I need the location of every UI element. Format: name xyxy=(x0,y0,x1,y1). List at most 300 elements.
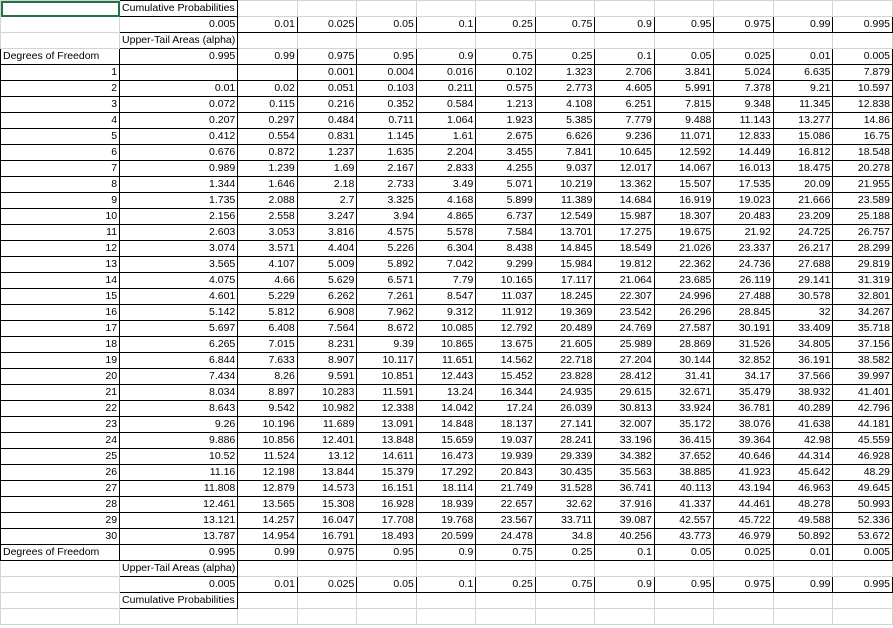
empty-cell[interactable] xyxy=(238,593,298,609)
chi-square-cell[interactable]: 50.892 xyxy=(773,529,833,545)
upper-tail-label-bottom[interactable]: Upper-Tail Areas (alpha) xyxy=(120,561,238,577)
chi-square-cell[interactable]: 35.479 xyxy=(714,385,774,401)
chi-square-cell[interactable]: 0.103 xyxy=(357,81,417,97)
dof-cell[interactable]: 24 xyxy=(1,433,120,449)
chi-square-cell[interactable]: 9.542 xyxy=(238,401,298,417)
chi-square-cell[interactable]: 43.194 xyxy=(714,481,774,497)
chi-square-cell[interactable]: 35.718 xyxy=(833,321,893,337)
chi-square-cell[interactable]: 7.042 xyxy=(416,257,476,273)
chi-square-cell[interactable]: 45.642 xyxy=(773,465,833,481)
chi-square-cell[interactable]: 12.443 xyxy=(416,369,476,385)
chi-square-cell[interactable]: 5.142 xyxy=(120,305,238,321)
chi-square-cell[interactable]: 8.897 xyxy=(238,385,298,401)
upper-tail-cell[interactable]: 0.01 xyxy=(773,545,833,561)
dof-cell[interactable]: 28 xyxy=(1,497,120,513)
chi-square-cell[interactable]: 44.461 xyxy=(714,497,774,513)
upper-tail-cell[interactable]: 0.25 xyxy=(535,545,595,561)
chi-square-cell[interactable]: 11.808 xyxy=(120,481,238,497)
chi-square-cell[interactable]: 2.558 xyxy=(238,209,298,225)
chi-square-cell[interactable]: 34.382 xyxy=(595,449,655,465)
chi-square-cell[interactable]: 13.701 xyxy=(535,225,595,241)
chi-square-cell[interactable]: 23.685 xyxy=(654,273,714,289)
chi-square-cell[interactable]: 18.137 xyxy=(476,417,536,433)
cumulative-prob-cell[interactable]: 0.9 xyxy=(595,577,655,593)
chi-square-cell[interactable]: 21.064 xyxy=(595,273,655,289)
chi-square-cell[interactable]: 19.037 xyxy=(476,433,536,449)
dof-cell[interactable]: 27 xyxy=(1,481,120,497)
empty-cell[interactable] xyxy=(357,1,417,17)
chi-square-cell[interactable]: 46.928 xyxy=(833,449,893,465)
chi-square-cell[interactable]: 45.722 xyxy=(714,513,774,529)
chi-square-cell[interactable]: 1.237 xyxy=(297,145,357,161)
dof-cell[interactable]: 9 xyxy=(1,193,120,209)
empty-cell[interactable] xyxy=(1,609,120,625)
cumulative-prob-cell[interactable]: 0.975 xyxy=(714,577,774,593)
chi-square-cell[interactable]: 14.848 xyxy=(416,417,476,433)
chi-square-cell[interactable]: 9.21 xyxy=(773,81,833,97)
chi-square-cell[interactable]: 4.605 xyxy=(595,81,655,97)
chi-square-cell[interactable]: 30.435 xyxy=(535,465,595,481)
chi-square-cell[interactable]: 15.379 xyxy=(357,465,417,481)
chi-square-cell[interactable]: 6.737 xyxy=(476,209,536,225)
dof-cell[interactable]: 19 xyxy=(1,353,120,369)
chi-square-cell[interactable]: 5.812 xyxy=(238,305,298,321)
chi-square-cell[interactable]: 11.16 xyxy=(120,465,238,481)
chi-square-cell[interactable]: 46.963 xyxy=(773,481,833,497)
chi-square-cell[interactable]: 10.219 xyxy=(535,177,595,193)
chi-square-cell[interactable]: 9.591 xyxy=(297,369,357,385)
chi-square-cell[interactable]: 24.769 xyxy=(595,321,655,337)
chi-square-cell[interactable]: 16.013 xyxy=(714,161,774,177)
chi-square-cell[interactable]: 1.064 xyxy=(416,113,476,129)
chi-square-cell[interactable]: 38.932 xyxy=(773,385,833,401)
chi-square-cell[interactable]: 20.483 xyxy=(714,209,774,225)
chi-square-cell[interactable]: 0.016 xyxy=(416,65,476,81)
cumulative-prob-cell[interactable]: 0.995 xyxy=(833,577,893,593)
chi-square-cell[interactable]: 22.362 xyxy=(654,257,714,273)
chi-square-cell[interactable]: 15.987 xyxy=(595,209,655,225)
empty-cell[interactable] xyxy=(297,609,357,625)
chi-square-cell[interactable]: 2.088 xyxy=(238,193,298,209)
chi-square-cell[interactable]: 19.939 xyxy=(476,449,536,465)
chi-square-cell[interactable]: 11.389 xyxy=(535,193,595,209)
chi-square-cell[interactable]: 48.278 xyxy=(773,497,833,513)
chi-square-cell[interactable]: 2.204 xyxy=(416,145,476,161)
dof-cell[interactable]: 14 xyxy=(1,273,120,289)
chi-square-cell[interactable]: 27.488 xyxy=(714,289,774,305)
empty-cell[interactable] xyxy=(535,593,595,609)
chi-square-cell[interactable]: 12.838 xyxy=(833,97,893,113)
chi-square-cell[interactable]: 0.01 xyxy=(120,81,238,97)
empty-cell[interactable] xyxy=(833,1,893,17)
chi-square-cell[interactable]: 9.312 xyxy=(416,305,476,321)
cumulative-prob-cell[interactable]: 0.05 xyxy=(357,17,417,33)
chi-square-cell[interactable]: 10.283 xyxy=(297,385,357,401)
chi-square-cell[interactable]: 13.091 xyxy=(357,417,417,433)
chi-square-cell[interactable]: 2.773 xyxy=(535,81,595,97)
upper-tail-cell[interactable]: 0.99 xyxy=(238,49,298,65)
empty-cell[interactable] xyxy=(654,1,714,17)
chi-square-cell[interactable]: 14.449 xyxy=(714,145,774,161)
chi-square-cell[interactable]: 1.69 xyxy=(297,161,357,177)
empty-cell[interactable] xyxy=(1,593,120,609)
dof-cell[interactable]: 25 xyxy=(1,449,120,465)
chi-square-cell[interactable]: 18.114 xyxy=(416,481,476,497)
chi-square-cell[interactable]: 6.262 xyxy=(297,289,357,305)
chi-square-cell[interactable]: 4.601 xyxy=(120,289,238,305)
dof-cell[interactable]: 18 xyxy=(1,337,120,353)
chi-square-cell[interactable]: 32.671 xyxy=(654,385,714,401)
chi-square-cell[interactable]: 10.52 xyxy=(120,449,238,465)
chi-square-cell[interactable]: 34.17 xyxy=(714,369,774,385)
chi-square-cell[interactable]: 12.792 xyxy=(476,321,536,337)
chi-square-cell[interactable]: 28.241 xyxy=(535,433,595,449)
chi-square-cell[interactable]: 0.297 xyxy=(238,113,298,129)
chi-square-cell[interactable]: 36.741 xyxy=(595,481,655,497)
chi-square-cell[interactable]: 10.645 xyxy=(595,145,655,161)
empty-cell[interactable] xyxy=(1,33,120,49)
chi-square-cell[interactable]: 42.98 xyxy=(773,433,833,449)
chi-square-cell[interactable]: 29.141 xyxy=(773,273,833,289)
chi-square-cell[interactable]: 1.213 xyxy=(476,97,536,113)
chi-square-cell[interactable]: 9.037 xyxy=(535,161,595,177)
chi-square-cell[interactable]: 8.547 xyxy=(416,289,476,305)
chi-square-cell[interactable]: 26.757 xyxy=(833,225,893,241)
chi-square-cell[interactable]: 28.845 xyxy=(714,305,774,321)
chi-square-cell[interactable]: 12.549 xyxy=(535,209,595,225)
chi-square-cell[interactable]: 12.401 xyxy=(297,433,357,449)
upper-tail-label[interactable]: Upper-Tail Areas (alpha) xyxy=(120,33,238,49)
empty-cell[interactable] xyxy=(238,561,298,577)
upper-tail-cell[interactable]: 0.99 xyxy=(238,545,298,561)
upper-tail-cell[interactable]: 0.025 xyxy=(714,545,774,561)
empty-cell[interactable] xyxy=(535,33,595,49)
chi-square-cell[interactable]: 3.247 xyxy=(297,209,357,225)
chi-square-cell[interactable]: 14.562 xyxy=(476,353,536,369)
chi-square-cell[interactable]: 0.584 xyxy=(416,97,476,113)
chi-square-cell[interactable]: 21.605 xyxy=(535,337,595,353)
empty-cell[interactable] xyxy=(416,609,476,625)
chi-square-cell[interactable]: 17.275 xyxy=(595,225,655,241)
chi-square-cell[interactable]: 19.812 xyxy=(595,257,655,273)
upper-tail-cell[interactable]: 0.75 xyxy=(476,49,536,65)
chi-square-cell[interactable]: 7.79 xyxy=(416,273,476,289)
empty-cell[interactable] xyxy=(714,561,774,577)
cumulative-prob-cell[interactable]: 0.005 xyxy=(120,577,238,593)
chi-square-cell[interactable]: 2.18 xyxy=(297,177,357,193)
chi-square-cell[interactable]: 33.711 xyxy=(535,513,595,529)
chi-square-cell[interactable]: 35.172 xyxy=(654,417,714,433)
chi-square-cell[interactable]: 13.844 xyxy=(297,465,357,481)
empty-cell[interactable] xyxy=(357,33,417,49)
chi-square-cell[interactable]: 52.336 xyxy=(833,513,893,529)
chi-square-cell[interactable]: 39.087 xyxy=(595,513,655,529)
chi-square-cell[interactable]: 29.819 xyxy=(833,257,893,273)
chi-square-cell[interactable]: 18.245 xyxy=(535,289,595,305)
empty-cell[interactable] xyxy=(833,33,893,49)
cumulative-prob-cell[interactable]: 0.025 xyxy=(297,17,357,33)
empty-cell[interactable] xyxy=(595,33,655,49)
cumulative-prob-cell[interactable]: 0.1 xyxy=(416,577,476,593)
chi-square-cell[interactable]: 19.675 xyxy=(654,225,714,241)
empty-cell[interactable] xyxy=(773,561,833,577)
empty-cell[interactable] xyxy=(654,561,714,577)
upper-tail-cell[interactable]: 0.025 xyxy=(714,49,774,65)
chi-square-cell[interactable]: 34.805 xyxy=(773,337,833,353)
chi-square-cell[interactable]: 9.236 xyxy=(595,129,655,145)
dof-cell[interactable]: 21 xyxy=(1,385,120,401)
empty-cell[interactable] xyxy=(773,33,833,49)
chi-square-cell[interactable]: 23.542 xyxy=(595,305,655,321)
chi-square-cell[interactable]: 18.475 xyxy=(773,161,833,177)
chi-square-cell[interactable]: 5.991 xyxy=(654,81,714,97)
chi-square-cell[interactable]: 28.869 xyxy=(654,337,714,353)
chi-square-cell[interactable]: 42.557 xyxy=(654,513,714,529)
chi-square-cell[interactable]: 33.409 xyxy=(773,321,833,337)
chi-square-cell[interactable]: 12.017 xyxy=(595,161,655,177)
chi-square-cell[interactable]: 41.401 xyxy=(833,385,893,401)
chi-square-cell[interactable]: 5.385 xyxy=(535,113,595,129)
chi-square-cell[interactable]: 31.319 xyxy=(833,273,893,289)
chi-square-cell[interactable]: 16.151 xyxy=(357,481,417,497)
empty-cell[interactable] xyxy=(297,561,357,577)
chi-square-cell[interactable]: 6.635 xyxy=(773,65,833,81)
dof-cell[interactable]: 10 xyxy=(1,209,120,225)
empty-cell[interactable] xyxy=(1,17,120,33)
empty-cell[interactable] xyxy=(476,1,536,17)
dof-label[interactable]: Degrees of Freedom xyxy=(1,49,120,65)
chi-square-cell[interactable]: 25.188 xyxy=(833,209,893,225)
chi-square-cell[interactable]: 10.165 xyxy=(476,273,536,289)
chi-square-cell[interactable]: 8.438 xyxy=(476,241,536,257)
empty-cell[interactable] xyxy=(476,33,536,49)
empty-cell[interactable] xyxy=(416,593,476,609)
dof-cell[interactable]: 22 xyxy=(1,401,120,417)
upper-tail-cell[interactable]: 0.1 xyxy=(595,49,655,65)
chi-square-cell[interactable]: 21.026 xyxy=(654,241,714,257)
chi-square-cell[interactable]: 20.09 xyxy=(773,177,833,193)
chi-square-cell[interactable]: 5.697 xyxy=(120,321,238,337)
dof-cell[interactable]: 7 xyxy=(1,161,120,177)
chi-square-cell[interactable]: 35.563 xyxy=(595,465,655,481)
chi-square-cell[interactable]: 2.156 xyxy=(120,209,238,225)
chi-square-cell[interactable]: 9.886 xyxy=(120,433,238,449)
chi-square-cell[interactable]: 7.779 xyxy=(595,113,655,129)
chi-square-cell[interactable]: 20.278 xyxy=(833,161,893,177)
chi-square-cell[interactable]: 14.611 xyxy=(357,449,417,465)
chi-square-cell[interactable]: 1.635 xyxy=(357,145,417,161)
empty-cell[interactable] xyxy=(535,609,595,625)
chi-square-cell[interactable]: 44.314 xyxy=(773,449,833,465)
chi-square-cell[interactable]: 0.352 xyxy=(357,97,417,113)
chi-square-cell[interactable]: 2.167 xyxy=(357,161,417,177)
chi-square-cell[interactable]: 14.86 xyxy=(833,113,893,129)
cumulative-prob-cell[interactable]: 0.01 xyxy=(238,17,298,33)
chi-square-cell[interactable]: 40.646 xyxy=(714,449,774,465)
chi-square-cell[interactable]: 0.102 xyxy=(476,65,536,81)
chi-square-cell[interactable]: 0.115 xyxy=(238,97,298,113)
chi-square-cell[interactable]: 14.067 xyxy=(654,161,714,177)
chi-square-cell[interactable]: 1.239 xyxy=(238,161,298,177)
chi-square-cell[interactable]: 31.528 xyxy=(535,481,595,497)
upper-tail-cell[interactable]: 0.95 xyxy=(357,545,417,561)
chi-square-cell[interactable]: 3.074 xyxy=(120,241,238,257)
chi-square-cell[interactable]: 4.108 xyxy=(535,97,595,113)
dof-cell[interactable]: 30 xyxy=(1,529,120,545)
chi-square-cell[interactable]: 15.452 xyxy=(476,369,536,385)
chi-square-cell[interactable]: 30.144 xyxy=(654,353,714,369)
chi-square-cell[interactable]: 4.575 xyxy=(357,225,417,241)
dof-cell[interactable]: 16 xyxy=(1,305,120,321)
chi-square-cell[interactable]: 10.196 xyxy=(238,417,298,433)
dof-cell[interactable]: 15 xyxy=(1,289,120,305)
chi-square-cell[interactable]: 14.573 xyxy=(297,481,357,497)
chi-square-cell[interactable]: 30.191 xyxy=(714,321,774,337)
chi-square-cell[interactable]: 12.833 xyxy=(714,129,774,145)
chi-square-cell[interactable]: 9.26 xyxy=(120,417,238,433)
chi-square-cell[interactable]: 6.626 xyxy=(535,129,595,145)
chi-square-cell[interactable]: 10.856 xyxy=(238,433,298,449)
chi-square-cell[interactable]: 11.037 xyxy=(476,289,536,305)
chi-square-cell[interactable]: 4.66 xyxy=(238,273,298,289)
dof-cell[interactable]: 12 xyxy=(1,241,120,257)
chi-square-cell[interactable]: 23.337 xyxy=(714,241,774,257)
chi-square-cell[interactable]: 38.076 xyxy=(714,417,774,433)
empty-cell[interactable] xyxy=(595,593,655,609)
dof-label-bottom[interactable]: Degrees of Freedom xyxy=(1,545,120,561)
dof-cell[interactable]: 13 xyxy=(1,257,120,273)
chi-square-cell[interactable]: 24.725 xyxy=(773,225,833,241)
chi-square-cell[interactable]: 41.638 xyxy=(773,417,833,433)
chi-square-cell[interactable]: 36.781 xyxy=(714,401,774,417)
chi-square-cell[interactable]: 20.489 xyxy=(535,321,595,337)
upper-tail-cell[interactable]: 0.995 xyxy=(120,545,238,561)
chi-square-cell[interactable]: 11.912 xyxy=(476,305,536,321)
chi-square-cell[interactable]: 32.852 xyxy=(714,353,774,369)
chi-square-cell[interactable]: 19.023 xyxy=(714,193,774,209)
chi-square-cell[interactable]: 7.015 xyxy=(238,337,298,353)
chi-square-cell[interactable]: 2.733 xyxy=(357,177,417,193)
chi-square-cell[interactable]: 23.589 xyxy=(833,193,893,209)
chi-square-cell[interactable]: 0.831 xyxy=(297,129,357,145)
dof-cell[interactable]: 17 xyxy=(1,321,120,337)
chi-square-cell[interactable]: 22.718 xyxy=(535,353,595,369)
chi-square-cell[interactable]: 3.49 xyxy=(416,177,476,193)
chi-square-cell[interactable]: 3.325 xyxy=(357,193,417,209)
chi-square-cell[interactable]: 13.24 xyxy=(416,385,476,401)
chi-square-cell[interactable]: 7.841 xyxy=(535,145,595,161)
upper-tail-cell[interactable]: 0.05 xyxy=(654,49,714,65)
chi-square-cell[interactable]: 0.484 xyxy=(297,113,357,129)
chi-square-cell[interactable]: 8.643 xyxy=(120,401,238,417)
chi-square-cell[interactable]: 13.362 xyxy=(595,177,655,193)
chi-square-cell[interactable]: 16.047 xyxy=(297,513,357,529)
cumulative-prob-cell[interactable]: 0.005 xyxy=(120,17,238,33)
chi-square-cell[interactable]: 1.923 xyxy=(476,113,536,129)
chi-square-cell[interactable]: 40.256 xyxy=(595,529,655,545)
chi-square-cell[interactable]: 7.584 xyxy=(476,225,536,241)
chi-square-cell[interactable]: 37.566 xyxy=(773,369,833,385)
chi-square-cell[interactable]: 16.791 xyxy=(297,529,357,545)
chi-square-cell[interactable]: 30.578 xyxy=(773,289,833,305)
empty-cell[interactable] xyxy=(1,577,120,593)
empty-cell[interactable] xyxy=(833,561,893,577)
chi-square-cell[interactable]: 10.597 xyxy=(833,81,893,97)
cumulative-prob-cell[interactable]: 0.75 xyxy=(535,17,595,33)
chi-square-cell[interactable]: 5.578 xyxy=(416,225,476,241)
chi-square-cell[interactable]: 6.844 xyxy=(120,353,238,369)
chi-square-cell[interactable]: 0.989 xyxy=(120,161,238,177)
upper-tail-cell[interactable]: 0.9 xyxy=(416,545,476,561)
chi-square-cell[interactable]: 16.919 xyxy=(654,193,714,209)
chi-square-cell[interactable]: 2.833 xyxy=(416,161,476,177)
chi-square-cell[interactable]: 23.209 xyxy=(773,209,833,225)
chi-square-cell[interactable]: 0.001 xyxy=(297,65,357,81)
chi-square-cell[interactable]: 4.255 xyxy=(476,161,536,177)
chi-square-cell[interactable]: 2.7 xyxy=(297,193,357,209)
dof-cell[interactable]: 6 xyxy=(1,145,120,161)
chi-square-cell[interactable]: 6.265 xyxy=(120,337,238,353)
chi-square-cell[interactable]: 24.478 xyxy=(476,529,536,545)
chi-square-cell[interactable]: 13.675 xyxy=(476,337,536,353)
chi-square-cell[interactable]: 37.916 xyxy=(595,497,655,513)
chi-square-cell[interactable]: 4.168 xyxy=(416,193,476,209)
chi-square-cell[interactable]: 45.559 xyxy=(833,433,893,449)
chi-square-cell[interactable]: 34.267 xyxy=(833,305,893,321)
chi-square-cell[interactable]: 8.907 xyxy=(297,353,357,369)
chi-square-cell[interactable]: 7.633 xyxy=(238,353,298,369)
empty-cell[interactable] xyxy=(833,609,893,625)
chi-square-cell[interactable]: 13.787 xyxy=(120,529,238,545)
chi-square-cell[interactable]: 3.94 xyxy=(357,209,417,225)
chi-square-cell[interactable]: 11.689 xyxy=(297,417,357,433)
chi-square-cell[interactable]: 3.816 xyxy=(297,225,357,241)
cumulative-prob-cell[interactable]: 0.05 xyxy=(357,577,417,593)
chi-square-cell[interactable]: 5.009 xyxy=(297,257,357,273)
chi-square-cell[interactable]: 18.493 xyxy=(357,529,417,545)
cumulative-prob-cell[interactable]: 0.75 xyxy=(535,577,595,593)
empty-cell[interactable] xyxy=(476,609,536,625)
chi-square-cell[interactable]: 13.848 xyxy=(357,433,417,449)
upper-tail-cell[interactable]: 0.995 xyxy=(120,49,238,65)
chi-square-cell[interactable]: 25.989 xyxy=(595,337,655,353)
chi-square-cell[interactable]: 9.299 xyxy=(476,257,536,273)
chi-square-cell[interactable]: 0.051 xyxy=(297,81,357,97)
chi-square-cell[interactable]: 10.117 xyxy=(357,353,417,369)
chi-square-cell[interactable]: 28.299 xyxy=(833,241,893,257)
chi-square-cell[interactable]: 24.935 xyxy=(535,385,595,401)
chi-square-cell[interactable]: 7.815 xyxy=(654,97,714,113)
chi-square-cell[interactable]: 34.8 xyxy=(535,529,595,545)
cumulative-prob-cell[interactable]: 0.99 xyxy=(773,17,833,33)
chi-square-cell[interactable]: 21.666 xyxy=(773,193,833,209)
chi-square-cell[interactable]: 33.196 xyxy=(595,433,655,449)
chi-square-cell[interactable]: 48.29 xyxy=(833,465,893,481)
chi-square-cell[interactable]: 26.119 xyxy=(714,273,774,289)
chi-square-cell[interactable]: 7.261 xyxy=(357,289,417,305)
chi-square-cell[interactable]: 37.156 xyxy=(833,337,893,353)
chi-square-cell[interactable]: 0.207 xyxy=(120,113,238,129)
empty-cell[interactable] xyxy=(714,33,774,49)
upper-tail-cell[interactable]: 0.01 xyxy=(773,49,833,65)
dof-cell[interactable]: 3 xyxy=(1,97,120,113)
chi-square-cell[interactable]: 36.191 xyxy=(773,353,833,369)
chi-square-cell[interactable]: 1.145 xyxy=(357,129,417,145)
chi-square-cell[interactable]: 39.997 xyxy=(833,369,893,385)
chi-square-cell[interactable]: 10.865 xyxy=(416,337,476,353)
chi-square-cell[interactable]: 15.507 xyxy=(654,177,714,193)
chi-square-cell[interactable]: 2.706 xyxy=(595,65,655,81)
